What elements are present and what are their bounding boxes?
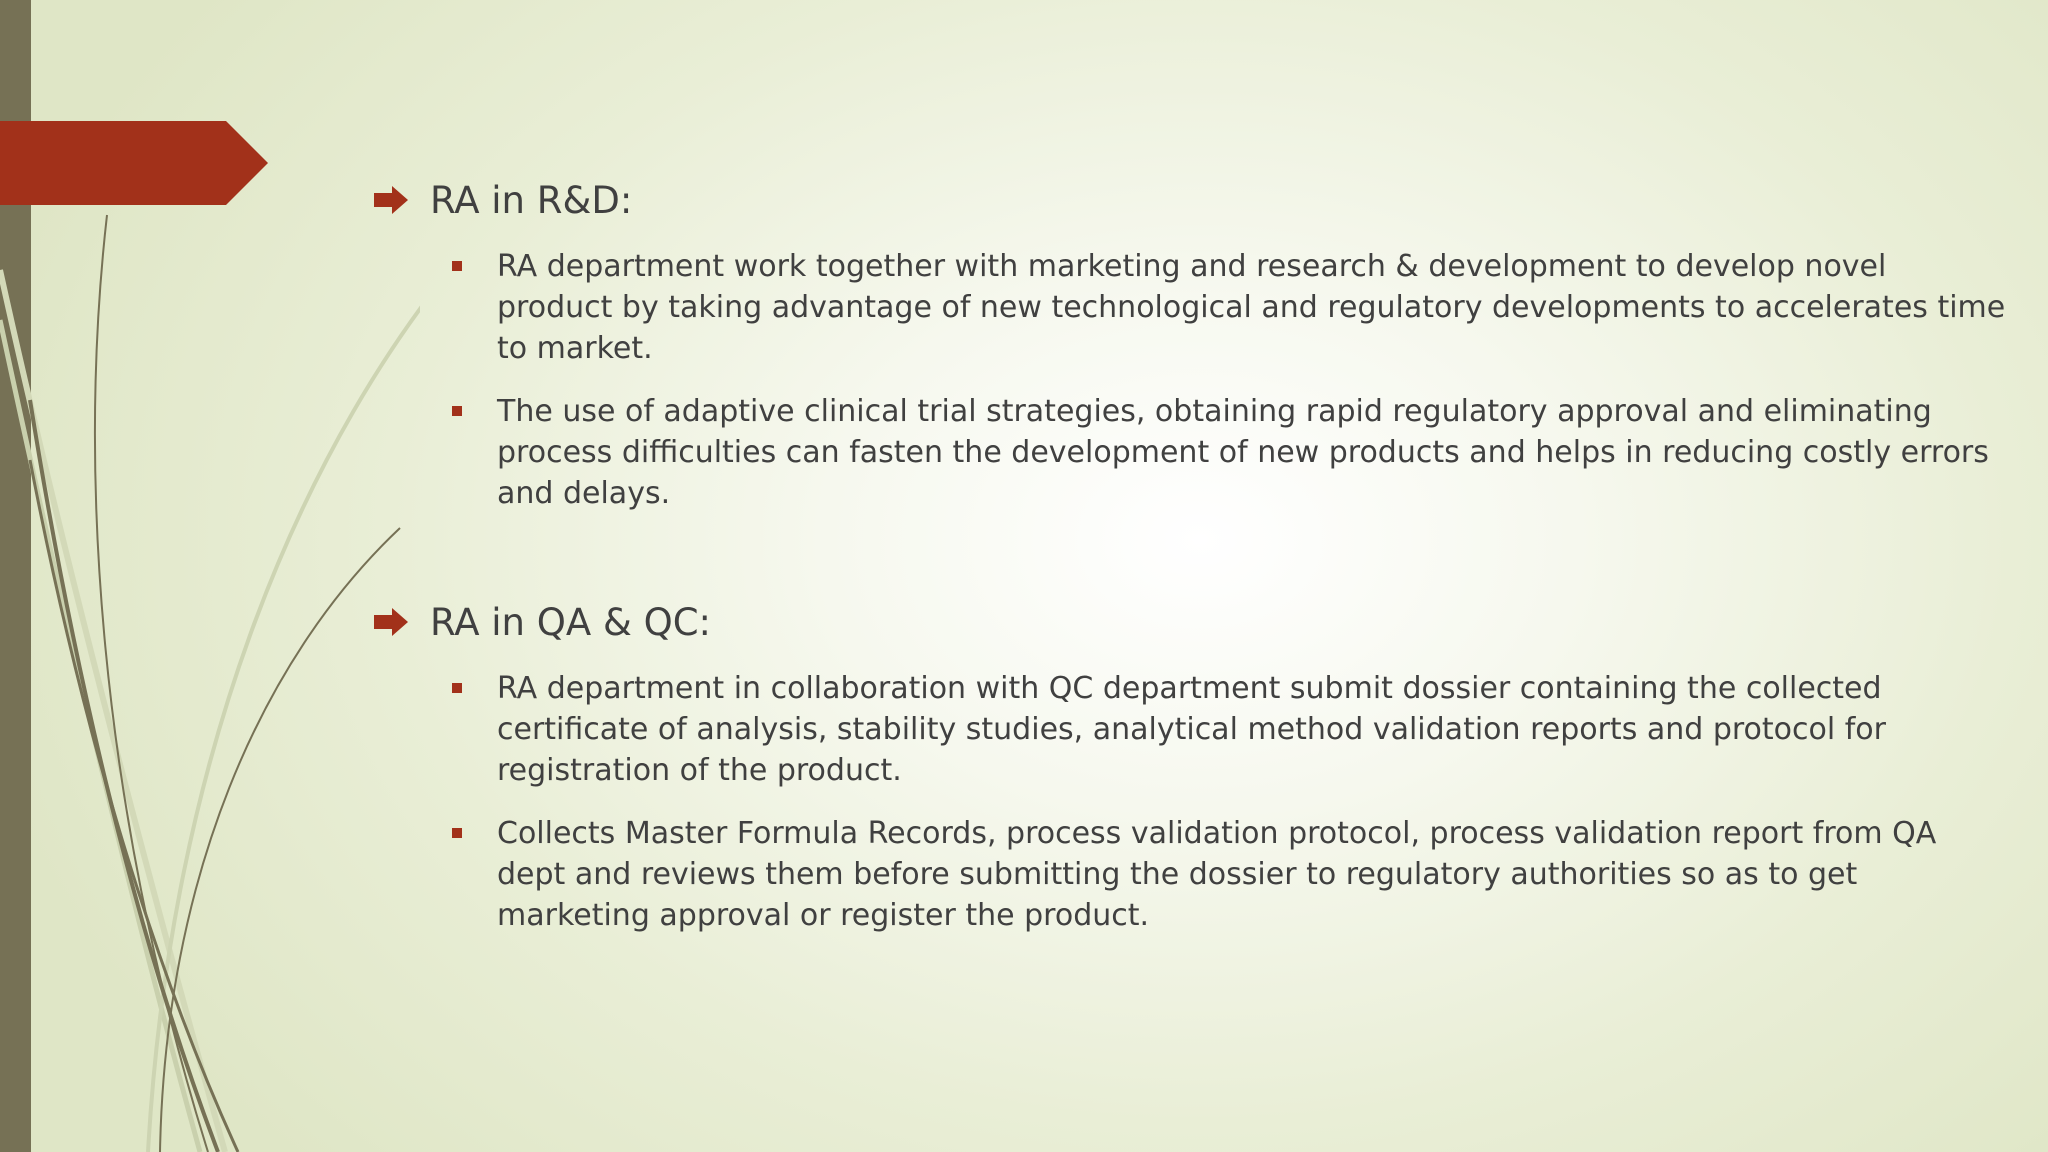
bullet-list: [370, 668, 2010, 936]
section-heading: RA in R&D:: [430, 178, 633, 222]
section-ra-in-rd: [370, 170, 2010, 514]
section-heading-row: [370, 170, 2010, 230]
bullet-list: [370, 246, 2010, 514]
section-heading-row: [370, 592, 2010, 652]
list-item-text: RA department in collaboration with QC department submit dossier containing the collected certificate of analysis, stability studies, analytical method validation reports and protocol for registration of the product.: [497, 671, 1886, 788]
right-arrow-icon: [374, 186, 408, 214]
square-bullet-icon: [452, 406, 462, 416]
section-heading: RA in QA & QC:: [430, 600, 712, 644]
list-item: [370, 668, 2010, 791]
square-bullet-icon: [452, 261, 462, 271]
list-item-text: The use of adaptive clinical trial strategies, obtaining rapid regulatory approval and eliminating process difficulties can fasten the development of new products and helps in reducing costly errors and delays.: [497, 394, 1989, 511]
square-bullet-icon: [452, 828, 462, 838]
section-ra-in-qa-qc: [370, 592, 2010, 936]
title-accent-arrow: [0, 121, 268, 205]
list-item: [370, 813, 2010, 936]
list-item: [370, 391, 2010, 514]
square-bullet-icon: [452, 683, 462, 693]
right-arrow-icon: [374, 608, 408, 636]
slide-content: [370, 170, 2010, 936]
list-item-text: Collects Master Formula Records, process validation protocol, process validation report from QA dept and reviews them before submitting the dossier to regulatory authorities so as to get marketing approval or register the product.: [497, 816, 1937, 933]
list-item: [370, 246, 2010, 369]
list-item-text: RA department work together with marketing and research & development to develop novel product by taking advantage of new technological and regulatory developments to accelerates time to market.: [497, 249, 2006, 366]
